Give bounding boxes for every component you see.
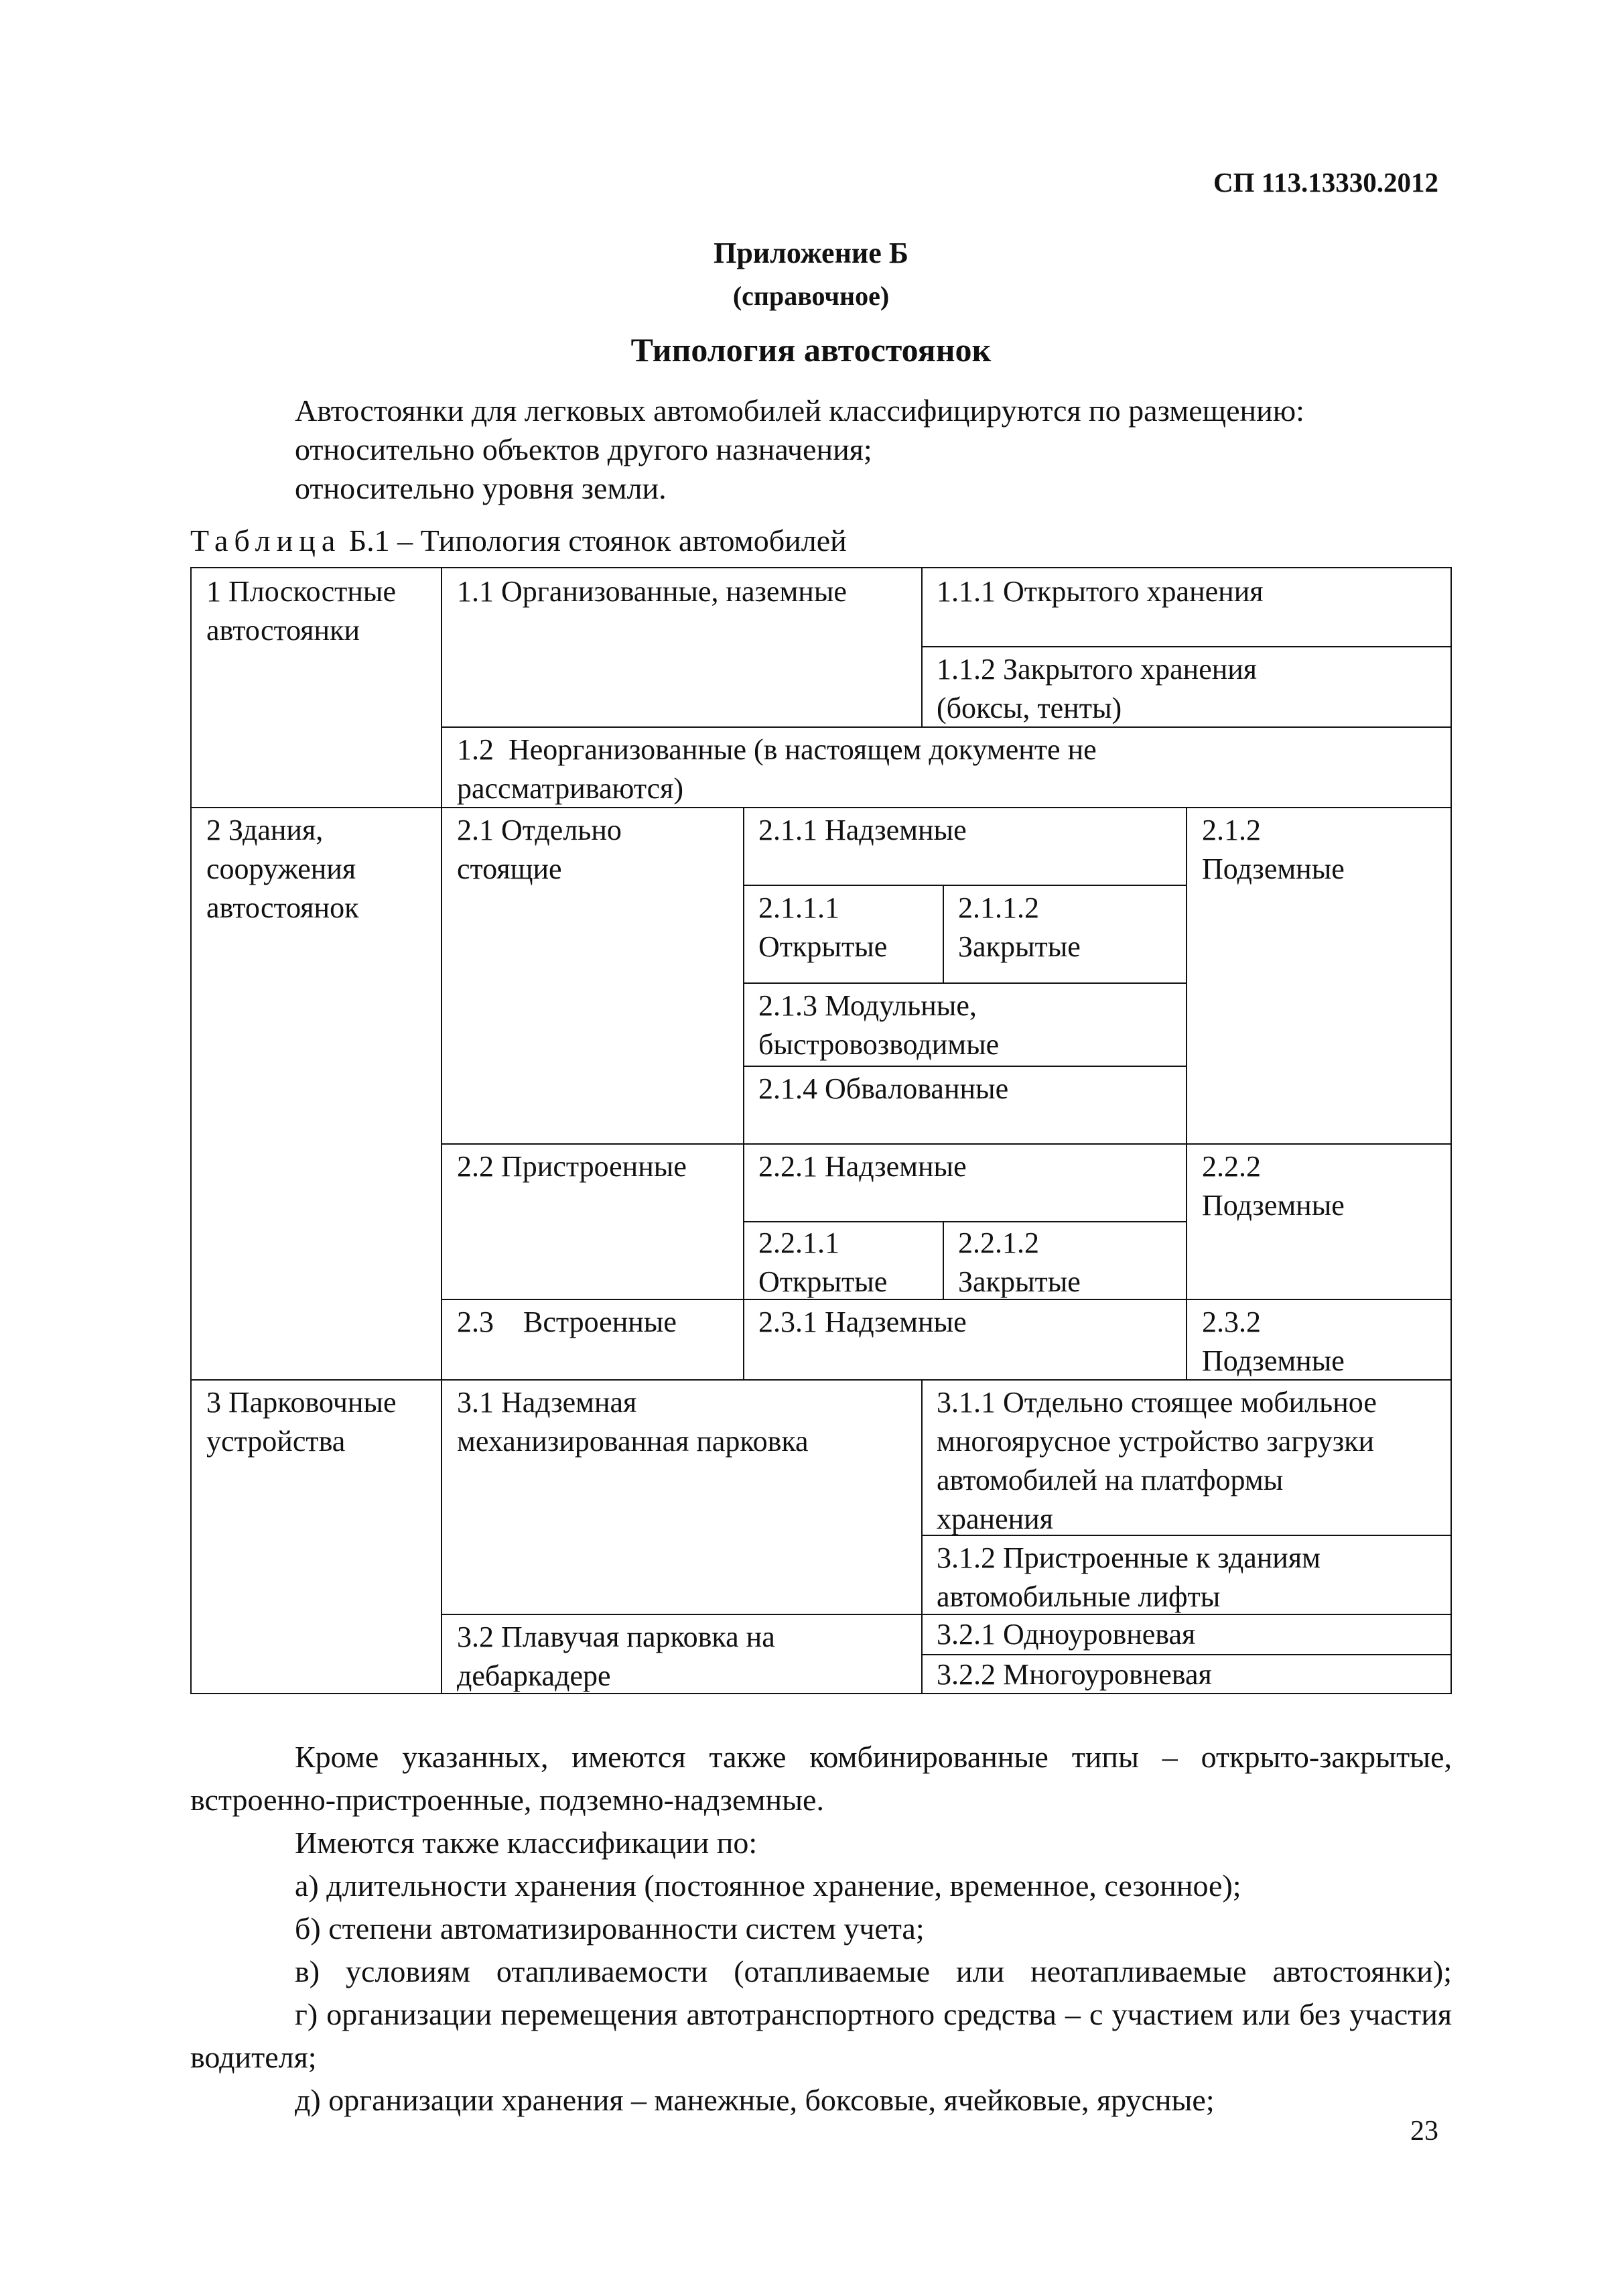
table-cell: 2.1 Отдельно стоящие xyxy=(457,814,622,885)
typology-table xyxy=(190,567,1452,1694)
table-cell: 3.1.1 Отдельно стоящее мобильное многоярусное устройство загрузки автомобилей на платформы хранения xyxy=(937,1386,1377,1535)
caption-title: Типология стоянок автомобилей xyxy=(420,523,847,558)
section-title: Типология автостоянок xyxy=(630,331,992,369)
intro-line: относительно уровня земли. xyxy=(295,471,667,505)
table-cell: 3.2.1 Одноуровневая xyxy=(937,1618,1196,1651)
table-cell: 3 Парковочные устройства xyxy=(206,1386,397,1458)
appendix-title: Приложение Б xyxy=(714,237,908,269)
intro-line: относительно объектов другого назначения; xyxy=(295,432,872,466)
caption-prefix: Таблица xyxy=(190,523,342,558)
table-rule xyxy=(743,885,1186,886)
table-cell: 2.1.4 Обвалованные xyxy=(758,1072,1009,1105)
appendix-note: (справочное) xyxy=(732,281,890,311)
table-cell: 1 Плоскостные автостоянки xyxy=(206,575,396,647)
table-rule xyxy=(441,1143,1450,1145)
table-cell: 2.1.3 Модульные, быстровозводимые xyxy=(758,989,1000,1061)
table-cell: 3.2 Плавучая парковка на дебаркадере xyxy=(457,1620,775,1692)
list-item: д) организации хранения – манежные, боксовые, ячейковые, ярусные; xyxy=(295,2083,1215,2117)
table-cell: 3.1.2 Пристроенные к зданиям автомобильные лифты xyxy=(937,1541,1321,1613)
table-rule xyxy=(921,646,1450,647)
table-rule xyxy=(921,1379,923,1694)
table-cell: 2.1.1 Надземные xyxy=(758,814,967,846)
table-cell: 2.3.1 Надземные xyxy=(758,1305,967,1338)
table-rule xyxy=(743,807,744,1379)
table-cell: 3.2.2 Многоуровневая xyxy=(937,1658,1212,1691)
table-cell: 2.2 Пристроенные xyxy=(457,1150,687,1183)
table-cell: 2.3.2 Подземные xyxy=(1202,1305,1345,1377)
table-rule xyxy=(1186,807,1187,1379)
caption-number: Б.1 xyxy=(348,523,390,558)
table-rule xyxy=(743,1066,1186,1067)
table-cell: 2.2.1 Надземные xyxy=(758,1150,967,1183)
table-cell: 2.1.1.1 Открытые xyxy=(758,891,888,963)
table-caption xyxy=(190,523,847,558)
table-cell: 1.1.1 Открытого хранения xyxy=(937,575,1264,608)
table-rule xyxy=(921,568,923,726)
table-cell: 2 Здания, сооружения автостоянок xyxy=(206,814,359,924)
table-rule xyxy=(743,1221,1186,1222)
body-paragraph: Кроме указанных, имеются также комбинированные типы – открыто-закрытые, встроенно-пристроенные, подземно-надземные. xyxy=(190,1740,1452,1817)
table-cell: 2.1.2 Подземные xyxy=(1202,814,1345,885)
list-item: г) организации перемещения автотранспортного средства – с участием или без участия водителя; xyxy=(190,1997,1452,2074)
list-item: б) степени автоматизированности систем учета; xyxy=(295,1911,925,1946)
table-cell: 1.1.2 Закрытого хранения (боксы, тенты) xyxy=(937,653,1258,724)
table-cell: 1.2 Неорганизованные (в настоящем документе не рассматриваются) xyxy=(457,733,1097,805)
list-item: в) условиям отапливаемости (отапливаемые или неотапливаемые автостоянки); xyxy=(295,1954,1452,1988)
table-cell: 2.1.1.2 Закрытые xyxy=(958,891,1081,963)
list-item: а) длительности хранения (постоянное хранение, временное, сезонное); xyxy=(295,1868,1241,1903)
table-cell: 3.1 Надземная механизированная парковка xyxy=(457,1386,809,1458)
table-rule xyxy=(441,1299,1450,1300)
table-cell: 2.2.1.1 Открытые xyxy=(758,1226,888,1298)
table-cell: 1.1 Организованные, наземные xyxy=(457,575,847,608)
intro-line: Автостоянки для легковых автомобилей классифицируются по размещению: xyxy=(295,393,1304,428)
table-cell: 2.3 Встроенные xyxy=(457,1305,677,1338)
table-cell: 2.2.1.2 Закрытые xyxy=(958,1226,1081,1298)
page-number: 23 xyxy=(1410,2116,1438,2147)
table-rule xyxy=(441,568,442,1694)
caption-dash: – xyxy=(397,523,413,558)
body-paragraph: Имеются также классификации по: xyxy=(295,1826,758,1860)
table-rule xyxy=(943,1221,944,1299)
table-cell: 2.2.2 Подземные xyxy=(1202,1150,1345,1222)
table-rule xyxy=(943,885,944,982)
table-rule xyxy=(743,982,1186,984)
document-code: СП 113.13330.2012 xyxy=(1213,167,1438,198)
